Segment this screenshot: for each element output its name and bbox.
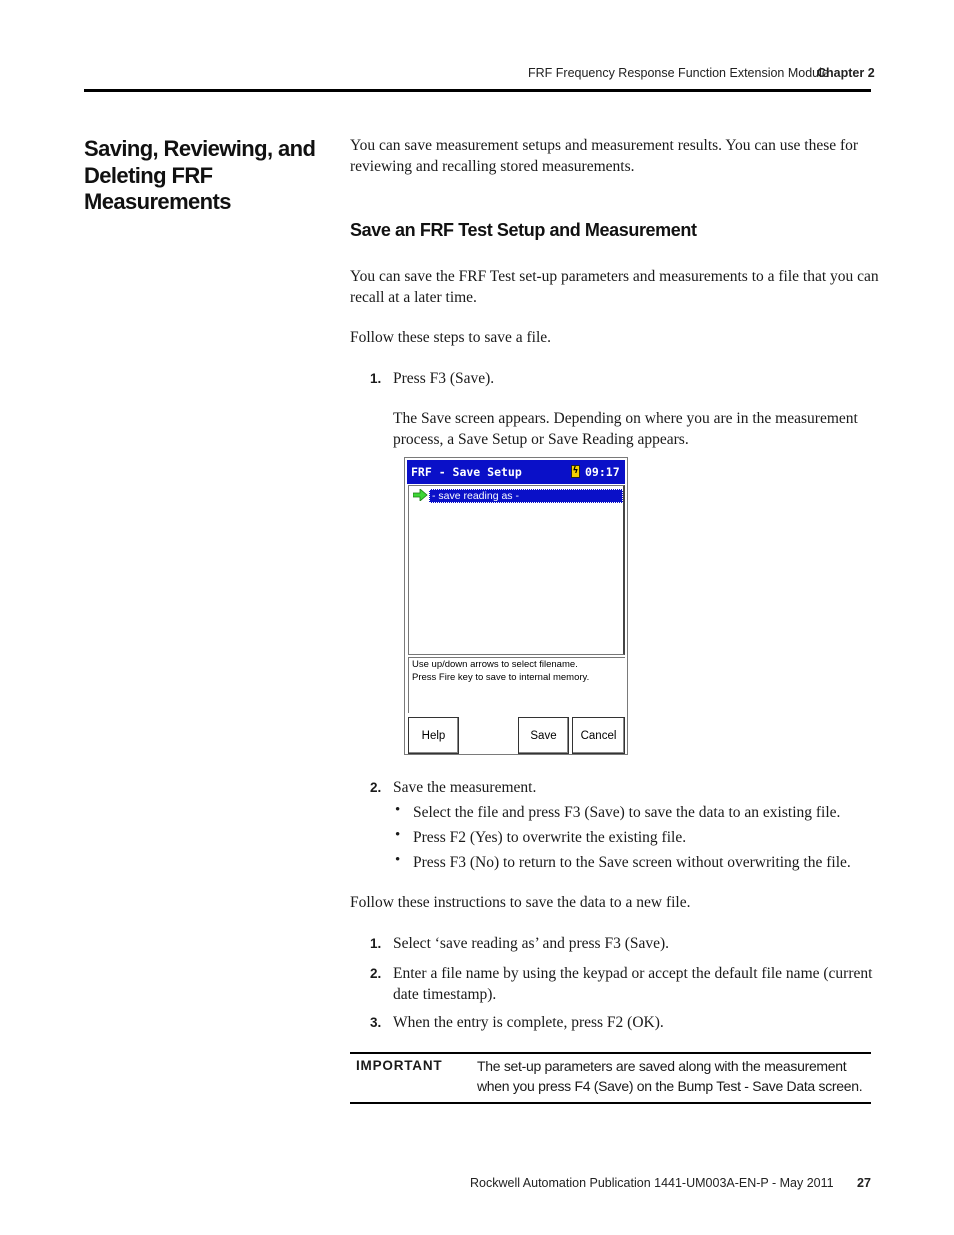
device-screenshot [404,457,628,755]
paragraph-new-file: Follow these instructions to save the data to a new file. [350,894,691,911]
cancel-button[interactable]: Cancel [572,717,625,754]
header-rule [84,89,871,92]
bullet-icon: • [395,802,401,818]
running-header-title: FRF Frequency Response Function Extension Module [528,66,829,80]
bullet-icon: • [395,827,401,843]
file-list[interactable] [408,485,625,655]
battery-icon: ϟ [572,466,579,476]
selection-arrow-icon [413,489,428,501]
intro-paragraph: You can save measurement setups and measurement results. You can use these for reviewing and recalling stored measurements. [350,137,859,175]
subheading: Save an FRF Test Setup and Measurement [350,220,697,240]
step-note: The Save screen appears. Depending on where you are in the measurement process, a Save Setup or Save Reading appears. [393,410,858,448]
footer-publication: Rockwell Automation Publication 1441-UM003A-EN-P - May 2011 [470,1176,834,1190]
step-text: Press F3 (Save). [393,370,495,387]
step-number: 3. [370,1015,382,1030]
device-clock: 09:17 [585,465,620,479]
step-number: 1. [370,371,382,386]
step-number: 2. [370,966,382,981]
help-button[interactable]: Help [408,717,459,754]
running-header-chapter: Chapter 2 [817,66,875,80]
section-heading: Saving, Reviewing, and Deleting FRF Measurements [84,136,316,214]
device-title-bar [407,460,625,484]
device-title: FRF - Save Setup [411,465,522,479]
step-number: 2. [370,780,382,795]
important-bottom-rule [350,1102,871,1104]
bullet-icon: • [395,852,401,868]
paragraph-follow-steps: Follow these steps to save a file. [350,329,552,346]
paragraph-save-params: You can save the FRF Test set-up parameters and measurements to a file that you can recall at a later time. [350,268,879,306]
step-text: Enter a file name by using the keypad or accept the default file name (current date timestamp). [393,965,873,1003]
list-item[interactable]: - save reading as - [429,489,623,503]
bullet-item: Press F3 (No) to return to the Save screen without overwriting the file. [413,854,851,871]
message-line: Press Fire key to save to internal memory. [412,671,590,683]
important-text: The set-up parameters are saved along with the measurement when you press F4 (Save) on the Bump Test - Save Data screen. [477,1058,863,1094]
step-text: Save the measurement. [393,779,537,796]
page-number: 27 [857,1176,871,1190]
important-top-rule [350,1052,871,1054]
bullet-item: Press F2 (Yes) to overwrite the existing file. [413,829,687,846]
message-line: Use up/down arrows to select filename. [412,659,578,670]
device-message [408,657,625,713]
save-button[interactable]: Save [518,717,569,754]
step-number: 1. [370,936,382,951]
bullet-item: Select the file and press F3 (Save) to save the data to an existing file. [413,804,841,821]
step-text: Select ‘save reading as’ and press F3 (Save). [393,935,670,952]
step-text: When the entry is complete, press F2 (OK). [393,1014,664,1031]
important-label: IMPORTANT [356,1058,443,1073]
